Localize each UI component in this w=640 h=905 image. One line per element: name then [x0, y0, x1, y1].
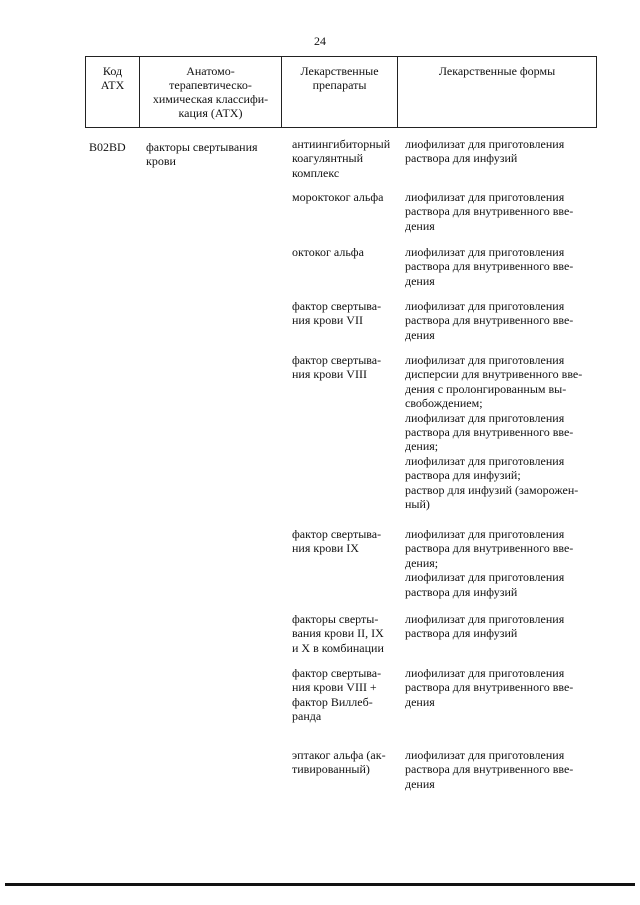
dosage-forms	[405, 748, 585, 791]
header-line: препараты	[312, 78, 367, 92]
drug-name-line: мороктоког альфа	[292, 190, 384, 204]
dosage-form-line: лиофилизат для приготовления	[405, 245, 565, 259]
group-name-line: факторы свертывания	[146, 140, 258, 154]
dosage-form-line: раствора для инфузий	[405, 584, 518, 599]
table-header	[85, 56, 597, 128]
dosage-form-line: лиофилизат для приготовления	[405, 612, 565, 626]
dosage-form-line: лиофилизат для приготовления	[405, 190, 565, 204]
dosage-form-line: дения	[405, 273, 435, 288]
dosage-form-line: лиофилизат для приготовления	[405, 353, 565, 367]
header-dosage-forms	[398, 57, 596, 127]
drug-name-line: факторы сверты-	[292, 612, 379, 626]
dosage-forms	[405, 299, 585, 342]
dosage-form-line: раствора для инфузий;	[405, 468, 521, 483]
header-line: Лекарственные	[300, 64, 379, 78]
dosage-form-line: дения	[405, 694, 435, 709]
dosage-form-line: лиофилизат для приготовления	[405, 666, 565, 680]
drug-name	[292, 748, 400, 777]
header-drugs	[282, 57, 398, 127]
drug-name-line: ния крови VII	[292, 313, 363, 328]
header-line: Лекарственные формы	[438, 64, 556, 78]
drug-name-line: комплекс	[292, 165, 340, 180]
dosage-form-line: лиофилизат для приготовления	[405, 453, 565, 468]
page-number: 24	[314, 34, 326, 48]
dosage-form-line: дения;	[405, 439, 439, 454]
group-name-line: крови	[146, 154, 176, 168]
dosage-forms	[405, 137, 585, 166]
drug-name-line: фактор Виллеб-	[292, 694, 373, 709]
dosage-form-line: раствора для внутривенного вве-	[405, 204, 574, 219]
drug-name	[292, 353, 400, 382]
dosage-form-line: раствора для внутривенного вве-	[405, 259, 574, 274]
header-line: Код	[102, 64, 123, 78]
header-line: кация (АТХ)	[178, 106, 243, 120]
drug-name-line: фактор свертыва-	[292, 353, 382, 367]
dosage-form-line: раствора для внутривенного вве-	[405, 425, 574, 440]
dosage-form-line: дисперсии для внутривенного вве-	[405, 367, 583, 382]
dosage-form-line: лиофилизат для приготовления	[405, 299, 565, 313]
drug-name	[292, 245, 400, 259]
drug-name-line: вания крови II, IX	[292, 626, 384, 641]
header-code-atx	[86, 57, 140, 127]
drug-name-line: ния крови IX	[292, 541, 359, 556]
dosage-form-line: лиофилизат для приготовления	[405, 527, 565, 541]
header-line: терапевтическо-	[169, 78, 252, 92]
header-line: химическая классифи-	[152, 92, 269, 106]
drug-name	[292, 527, 400, 556]
dosage-form-line: лиофилизат для приготовления	[405, 410, 565, 425]
dosage-forms	[405, 527, 585, 599]
drug-name-line: фактор свертыва-	[292, 666, 382, 680]
dosage-forms	[405, 666, 585, 709]
dosage-form-line: лиофилизат для приготовления	[405, 137, 565, 151]
dosage-form-line: дения	[405, 327, 435, 342]
header-line: Анатомо-	[186, 64, 235, 78]
drug-name	[292, 299, 400, 328]
dosage-form-line: дения;	[405, 555, 439, 570]
dosage-forms	[405, 245, 585, 288]
dosage-form-line: дения	[405, 218, 435, 233]
dosage-form-line: раствора для внутривенного вве-	[405, 762, 574, 777]
header-line: АТХ	[100, 78, 125, 92]
bottom-rule	[5, 883, 635, 886]
dosage-forms	[405, 612, 585, 641]
dosage-form-line: раствора для инфузий	[405, 626, 518, 641]
drug-name-line: ранда	[292, 709, 322, 724]
group-code: B02BD	[89, 140, 126, 154]
drug-name-line: антиингибиторный	[292, 137, 391, 151]
drug-name	[292, 137, 400, 180]
dosage-forms	[405, 190, 585, 233]
dosage-form-line: раствора для инфузий	[405, 151, 518, 166]
dosage-form-line: раствора для внутривенного вве-	[405, 680, 574, 695]
drug-name-line: и X в комбинации	[292, 640, 384, 655]
drug-name	[292, 190, 400, 204]
dosage-form-line: свобождением;	[405, 396, 483, 411]
drug-name	[292, 666, 400, 724]
group-name	[146, 140, 286, 168]
drug-name-line: фактор свертыва-	[292, 527, 382, 541]
drug-name-line: октоког альфа	[292, 245, 364, 259]
dosage-form-line: раствора для внутривенного вве-	[405, 541, 574, 556]
dosage-form-line: лиофилизат для приготовления	[405, 570, 565, 585]
drug-name-line: ния крови VIII +	[292, 680, 377, 695]
drug-name-line: эптаког альфа (ак-	[292, 748, 386, 762]
dosage-form-line: дения с пролонгированным вы-	[405, 381, 567, 396]
dosage-forms	[405, 353, 585, 511]
drug-name	[292, 612, 400, 655]
dosage-form-line: раствора для внутривенного вве-	[405, 313, 574, 328]
header-atc-classification	[140, 57, 282, 127]
drug-name-line: фактор свертыва-	[292, 299, 382, 313]
dosage-form-line: дения	[405, 776, 435, 791]
dosage-form-line: лиофилизат для приготовления	[405, 748, 565, 762]
drug-name-line: тивированный)	[292, 762, 370, 777]
drug-name-line: ния крови VIII	[292, 367, 367, 382]
dosage-form-line: ный)	[405, 497, 430, 512]
dosage-form-line: раствор для инфузий (заморожен-	[405, 482, 579, 497]
drug-name-line: коагулянтный	[292, 151, 364, 166]
